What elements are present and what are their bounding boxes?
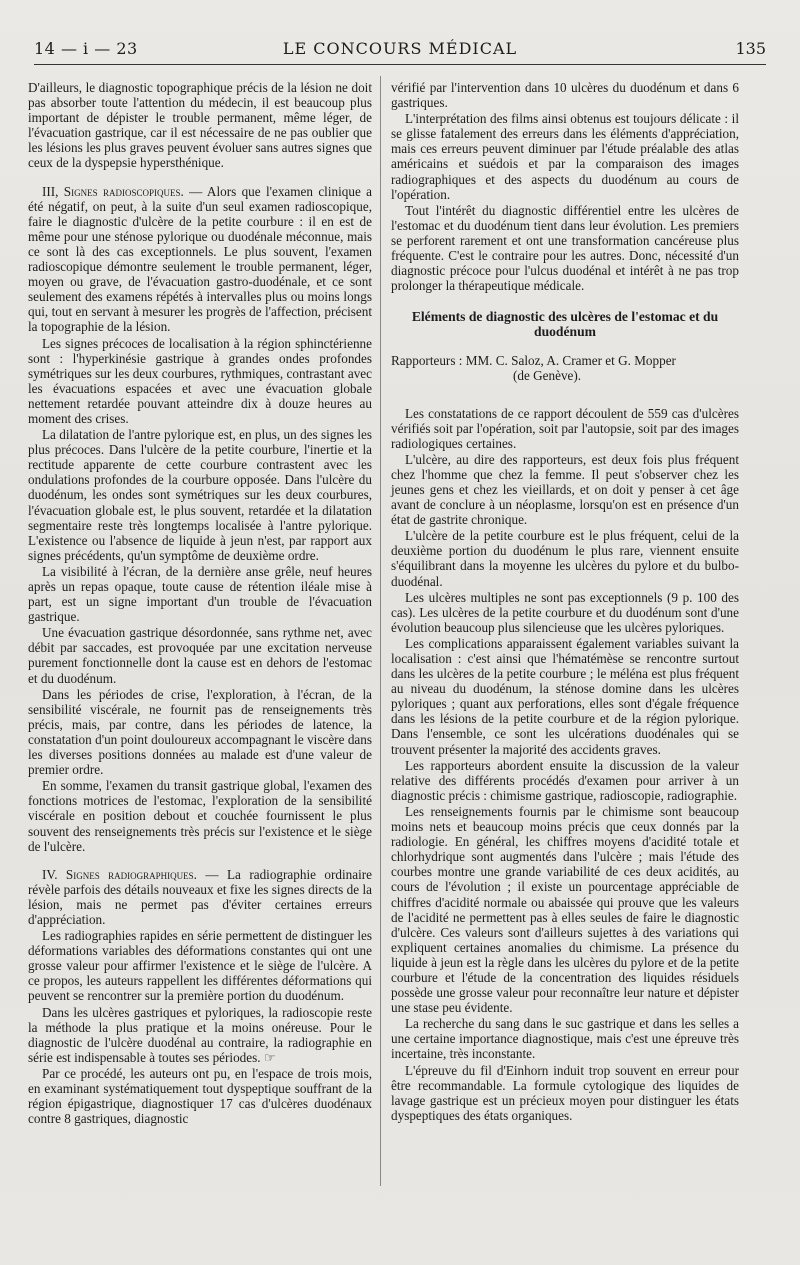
rapporteurs-origin: (de Genève).: [513, 368, 582, 384]
paragraph: Les rapporteurs abordent ensuite la discussion de la valeur relative des différents procédés d'examen pour arriver à un diagnostic précis : chimisme gastrique, radioscopie, radiographie.: [391, 757, 739, 803]
paragraph: Les renseignements fournis par le chimisme sont beaucoup moins nets et beaucoup moins précis que ceux donnés par la radiologie. En général, les chiffres moyens d'acidité totale et chlorhydrique sont augmentés dans l'ulcère ; mais l'étude des courbes montre une grande variabilité de ces deux acidités, au cours de l'évolution ; il existe un pourcentage appréciable de chiffres d'acidité normale ou abaissée qui prouve que les valeurs de l'acidité ne permettent pas à elles seules de faire le diagnostic d'ulcère. Ces valeurs sont d'ailleurs sujettes à des variations qui expliquent certaines anomalies du chimisme. La présence du liquide à jeun est la règle dans les ulcères du pylore et de la petite courbure et l'étude de la concentration des liquides résiduels possède une grosse valeur pour reconnaître leur nature et dépister une stase peu évidente.: [391, 803, 739, 1016]
paragraph: La recherche du sang dans le suc gastrique et dans les selles a une certaine importance diagnostique, mais c'est une épreuve très incertaine, très inconstante.: [391, 1016, 739, 1062]
right-column: [391, 80, 739, 1124]
paragraph: Les radiographies rapides en série permettent de distinguer les déformations variables des déformations constantes qui ont une grosse valeur pour affirmer l'existence et le siège de l'ulcère. A ce propos, les auteurs rappellent les différentes déformations qui peuvent se rencontrer sur la première portion du duodénum.: [28, 928, 372, 1004]
paragraph: Les complications apparaissent également variables suivant la localisation : c'est ainsi que l'hématémèse se rencontre surtout dans les ulcères de la petite courbure ; le méléna est plus fréquent au niveau du duodénum, la sténose domine dans les ulcères pyloriques ; quant aux perforations, elles sont d'égale fréquence dans les lésions de la petite courbure et de la région pylorique. Dans l'ensemble, ce sont les ulcérations duodénales qui se trouvent présenter la majorité des accidents graves.: [391, 635, 739, 757]
page-header: [34, 36, 766, 65]
paragraph: Dans les ulcères gastriques et pyloriques, la radioscopie reste la méthode la plus pratique et la moins onéreuse. Pour le diagnostic de l'ulcère duodénal au contraire, la radiographie en série est indispensable à toutes ses périodes. ☞: [28, 1004, 372, 1065]
paragraph: Par ce procédé, les auteurs ont pu, en l'espace de trois mois, en examinant systématiquement tout dyspeptique souffrant de la région épigastrique, diagnostiquer 17 cas d'ulcères duodénaux contre 8 gastriques, diagnostic: [28, 1065, 372, 1127]
page-number: 135: [735, 39, 766, 58]
paragraph: Une évacuation gastrique désordonnée, sans rythme net, avec débit par saccades, est provoquée par une excitation nerveuse purement fonctionnelle dont la cause est en dehors de l'estomac et du duodénum.: [28, 625, 372, 686]
paragraph: D'ailleurs, le diagnostic topographique précis de la lésion ne doit pas absorber toute l'attention du médecin, il est beaucoup plus important de dépister le trouble permanent, même léger, de l'évacuation gastrique, car il est nécessaire de ne pas oublier que les lésions les plus graves peuvent évoluer sans autres signes que ceux de la dyspepsie hypersthénique.: [28, 80, 372, 171]
paragraph: Tout l'intérêt du diagnostic différentiel entre les ulcères de l'estomac et du duodénum tient dans leur évolution. Les premiers se perforent rarement et ont une transformation cancéreuse plus fréquente. C'est le contraire pour les autres. Donc, nécessité d'un diagnostic précoce pour l'ulcus duodénal et intérêt à ne pas trop prolonger la thérapeutique médicale.: [391, 202, 739, 294]
paragraph: L'ulcère de la petite courbure est le plus fréquent, celui de la deuxième portion du duodénum le plus rare, viennent ensuite s'équilibrant dans la moyenne les ulcères du pylore et du bulbo-duodénal.: [391, 528, 739, 589]
left-column: [28, 80, 372, 1127]
section-heading-inline: III, Signes radioscopiques.: [42, 183, 184, 199]
paragraph-gap: [28, 855, 372, 867]
paragraph: L'épreuve du fil d'Einhorn induit trop souvent en erreur pour être recommandable. La formule cytologique des liquides de lavage gastrique est un précieux moyen pour distinguer les états dyspeptiques des états organiques.: [391, 1062, 739, 1123]
paragraph-text: — La radiographie ordinaire révèle parfois des détails nouveaux et fixe les signes directs de la lésion, mais ne permet pas d'éviter certaines erreurs d'appréciation.: [28, 866, 372, 927]
issue-date: 14 — i — 23: [34, 39, 138, 58]
rapporteurs-names: Rapporteurs : MM. C. Saloz, A. Cramer et G. Mopper: [391, 353, 676, 369]
paragraph: Les signes précoces de localisation à la région sphinctérienne sont : l'hyperkinésie gastrique à grandes ondes profondes symétriques sur les deux courbures, rythmiques, contrastant avec les évacuations espacées et avec une évacuation globale nettement retardée pouvant atteindre dix à douze heures au moment des crises.: [28, 335, 372, 426]
paragraph: La visibilité à l'écran, de la dernière anse grêle, neuf heures après un repas opaque, toute cause de rétention iléale mise à part, est un signe important d'un trouble de l'évacuation gastrique.: [28, 563, 372, 625]
paragraph: En somme, l'examen du transit gastrique global, l'examen des fonctions motrices de l'estomac, l'exploration de la sensibilité viscérale en position debout et couchée fournissent le plus souvent des renseignements très précis sur l'existence et le siège de l'ulcère.: [28, 778, 372, 854]
paragraph: L'ulcère, au dire des rapporteurs, est deux fois plus fréquent chez l'homme que chez la femme. Il peut s'observer chez les jeunes gens et chez les vieillards, et on doit y penser à cet âge avant de conclure à un néoplasme, lorsqu'on est en présence d'un état de gastrite chronique.: [391, 451, 739, 528]
paragraph-gap: [28, 172, 372, 184]
column-divider: [380, 76, 381, 1186]
paragraph: [28, 184, 372, 335]
section-heading-inline: IV. Signes radiographiques.: [42, 866, 197, 882]
paragraph: Les constatations de ce rapport découlent de 559 cas d'ulcères vérifiés soit par l'opération, soit par l'autopsie, soit par des images radiologiques certaines.: [391, 405, 739, 451]
paragraph: vérifié par l'intervention dans 10 ulcères du duodénum et dans 6 gastriques.: [391, 80, 739, 111]
paragraph-text: — Alors que l'examen clinique a été négatif, on peut, à la suite d'un seul examen radioscopique, faire le diagnostic d'ulcère de la petite courbure : il en est de même pour une sténose pylorique ou duodénale méconnue, mais ce sont là des cas exceptionnels. Le plus souvent, l'examen radioscopique démontre seulement le trouble permanent, léger, moyen ou grave, de l'évacuation gastro-duodénale, et ce sont seulement des examens répétés à intervalles plus ou moins longs qui, tout en servant à mesurer les progrès de l'affection, précisent la topographie de la lésion.: [28, 183, 372, 335]
section-title: Eléments de diagnostic des ulcères de l'estomac et du duodénum: [411, 309, 719, 340]
paragraph: L'interprétation des films ainsi obtenus est toujours délicate : il se glisse fatalement des erreurs dans les éléments d'appréciation, mais ces erreurs peuvent diminuer par l'étude préalable des atlas américains et suédois et par la comparaison des images radiographiques et des aspects du duodénum au cours de l'opération.: [391, 111, 739, 202]
rapporteurs-line: [391, 353, 739, 383]
paragraph: [28, 867, 372, 927]
paragraph: Dans les périodes de crise, l'exploration, à l'écran, de la sensibilité viscérale, ne fournit pas de renseignements très précis, mais, par contre, dans les périodes de latence, la constatation d'un point douloureux accompagnant le viscère dans les diverses positions données au malade est d'une valeur de premier ordre.: [28, 686, 372, 778]
journal-title: LE CONCOURS MÉDICAL: [282, 39, 518, 58]
paragraph: Les ulcères multiples ne sont pas exceptionnels (9 p. 100 des cas). Les ulcères de la petite courbure et du duodénum sont d'une évolution beaucoup plus silencieuse que les ulcères pyloriques.: [391, 589, 739, 635]
paragraph: La dilatation de l'antre pylorique est, en plus, un des signes les plus précoces. Dans l'ulcère de la petite courbure, l'inertie et la rectitude apparente de cette courbure contrastent avec les ondulations profondes de la courbure opposée. Dans l'ulcère du duodénum, les ondes sont symétriques sur les deux courbures, l'évacuation globale est, le plus souvent, retardée et la dilatation segmentaire reste très longtemps localisée à l'antre pylorique. L'existence ou l'absence de liquide à jeun n'est, par rapport aux signes précédents, qu'un symptôme de deuxième ordre.: [28, 427, 372, 563]
